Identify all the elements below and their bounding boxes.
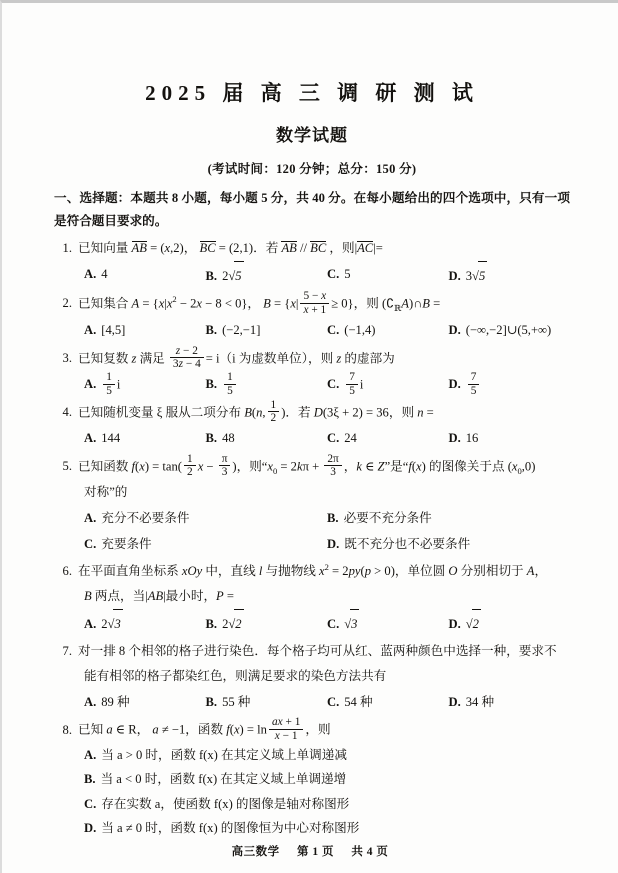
option-b[interactable]: B. 48: [205, 431, 235, 446]
option-d[interactable]: D. √2: [449, 609, 571, 637]
option-b[interactable]: B. 55 种: [205, 694, 251, 709]
option-d[interactable]: D. (−∞,−2]∪(5,+∞): [448, 323, 552, 338]
option-d[interactable]: D. 34 种: [448, 694, 495, 709]
question-number: 8.: [62, 722, 72, 737]
question-stem: 已知 a ∈ R， a ≠ −1，函数 f(x) = ln $\frac{ax + 1}{x - 1}$ ，则: [78, 716, 331, 743]
page-footer: [2, 843, 618, 859]
option-b[interactable]: B. 2√5: [206, 261, 328, 289]
option-a[interactable]: A. 充分不必要条件: [84, 510, 190, 525]
option-c[interactable]: C. $\frac{7}{5}$ i: [327, 371, 364, 397]
question-4-options: [54, 425, 570, 451]
option-c[interactable]: C. (−1,4): [327, 323, 376, 338]
question-stem-line2: B 两点，当|AB|最小时，P =: [84, 588, 235, 603]
question-number: 1.: [62, 240, 72, 255]
question-8: [54, 716, 570, 841]
footer-page-number: 第 1 页: [297, 846, 334, 858]
option-a[interactable]: A. 当 a > 0 时，函数 f(x) 在其定义域上单调递减: [84, 747, 347, 762]
question-5: [54, 453, 570, 558]
option-a[interactable]: A. 4: [84, 266, 108, 281]
question-1: [54, 236, 570, 290]
question-stem-line2: 对称”的: [84, 484, 128, 499]
question-5-options-row2: [54, 531, 570, 557]
question-number: 2.: [62, 296, 72, 311]
question-stem: 已知集合 $A = \{x|x^2 - 2x - 8 < 0\}$， B = {x| $\frac{5 - x}{x + 1}$ ≥ 0}，则 $(∁_ℝA)\cap B$ =: [78, 290, 441, 316]
option-a[interactable]: A. 2√3: [84, 609, 206, 637]
footer-subject: 高三数学: [231, 846, 280, 858]
question-stem: 已知随机变量 ξ 服从二项分布 B(n, $\frac{1}{2}$ )．若 D(3ξ + 2) = 36，则 n =: [78, 398, 434, 425]
question-3-options: [54, 371, 570, 398]
option-b[interactable]: B. 2√2: [206, 609, 328, 637]
footer-total-pages: 共 4 页: [351, 846, 389, 858]
option-d[interactable]: D. 既不充分也不必要条件: [327, 537, 471, 552]
question-7-options: [54, 689, 570, 715]
page-subtitle: 数学试题: [276, 126, 348, 145]
question-7: [54, 639, 570, 716]
option-d[interactable]: D. 16: [448, 431, 479, 446]
question-number: 6.: [62, 563, 72, 578]
question-number: 3.: [62, 350, 72, 365]
question-1-options: [54, 261, 570, 289]
option-a[interactable]: A. 144: [84, 431, 121, 446]
question-stem: 对一排 8 个相邻的格子进行染色．每个格子均可从红、蓝两种颜色中选择一种，要求不: [78, 643, 557, 658]
question-stem: 已知复数 z 满足 $\frac{z - 2}{3z - 4}$ = i（i 为虚数单位），则 z 的虚部为: [78, 344, 395, 371]
question-2-options: [54, 317, 570, 343]
option-d[interactable]: D. $\frac{7}{5}$: [449, 371, 571, 398]
page-title: 2025 届 高 三 调 研 测 试: [145, 81, 479, 105]
question-3: [54, 345, 570, 398]
option-c[interactable]: C. √3: [327, 609, 449, 637]
question-6-options: [54, 609, 570, 637]
option-b[interactable]: B. $\frac{1}{5}$: [206, 371, 328, 398]
question-stem-line2: 能有相邻的格子都染红色，则满足要求的染色方法共有: [84, 668, 387, 683]
option-c[interactable]: C. 54 种: [327, 694, 373, 709]
question-stem: 已知函数 f(x) = tan( $\frac{1}{2}$ x − $\frac{\pi}{3}$ )，则“$x_0 = 2k\pi$ + $\frac{2\pi}{3}$ ，k ∈ Z”是“f(x) 的图像关于点 $(x_0,0)$: [78, 452, 536, 479]
question-5-options-row1: [54, 505, 570, 531]
option-a[interactable]: A. [4,5]: [84, 323, 126, 338]
option-a[interactable]: A. 89 种: [84, 694, 130, 709]
question-2: [54, 290, 570, 343]
question-6: [54, 559, 570, 638]
question-number: 4.: [62, 404, 72, 419]
page-sheet: [2, 3, 618, 858]
option-b[interactable]: B. 必要不充分条件: [327, 510, 432, 525]
option-a[interactable]: A. $\frac{1}{5}$ i: [84, 371, 121, 397]
exam-meta: (考试时间：120 分钟；总分：150 分): [207, 162, 417, 176]
question-stem: 已知向量 AB = (x,2)， BC = (2,1)．若 AB // BC ，则|AC|=: [78, 240, 383, 255]
option-c[interactable]: C. 存在实数 a，使函数 f(x) 的图像是轴对称图形: [84, 796, 350, 811]
option-c[interactable]: C. 充要条件: [84, 537, 152, 552]
option-b[interactable]: B. (−2,−1]: [205, 323, 261, 338]
option-c[interactable]: C. 24: [327, 431, 357, 446]
question-8-options: [54, 743, 570, 841]
question-number: 7.: [62, 643, 72, 658]
question-4: [54, 399, 570, 452]
option-c[interactable]: C. 5: [327, 266, 351, 281]
option-b[interactable]: B. 当 a < 0 时，函数 f(x) 在其定义域上单调递增: [84, 772, 347, 787]
section-heading: 一、选择题：本题共 8 小题，每小题 5 分，共 40 分。在每小题给出的四个选项中，只有一项是符合题目要求的。: [54, 191, 570, 229]
option-d[interactable]: D. 当 a ≠ 0 时，函数 f(x) 的图像恒为中心对称图形: [84, 821, 360, 836]
option-d[interactable]: D. 3√5: [449, 261, 571, 289]
question-stem: 在平面直角坐标系 xOy 中，直线 l 与抛物线 $x^2 = 2py(p > 0)$，单位圆 O 分别相切于 A，: [78, 561, 548, 578]
question-number: 5.: [62, 458, 72, 473]
